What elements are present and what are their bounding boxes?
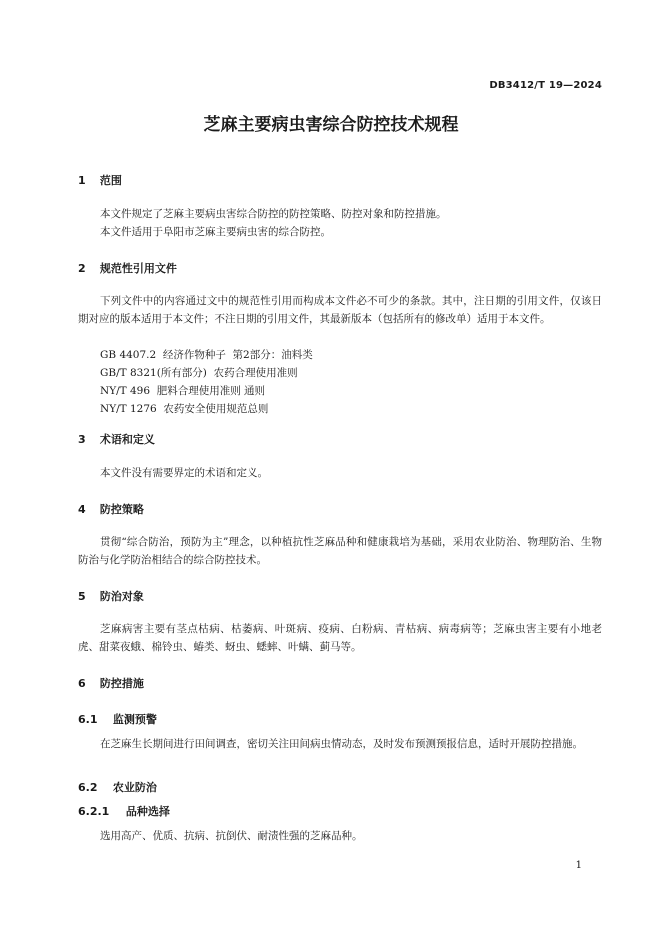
section-number: 3 — [78, 433, 86, 446]
section-6-2-1-heading — [78, 803, 170, 819]
section-title: 品种选择 — [125, 805, 170, 818]
section-number: 1 — [78, 174, 86, 187]
section-title: 监测预警 — [112, 713, 157, 726]
section-title: 规范性引用文件 — [99, 262, 177, 275]
section-title: 农业防治 — [112, 781, 157, 794]
section-6-2-1-paragraph-1: 选用高产、优质、抗病、抗倒伏、耐渍性强的芝麻品种。 — [100, 830, 363, 842]
section-1-paragraph-1: 本文件规定了芝麻主要病虫害综合防控的防控策略、防控对象和防控措施。 — [100, 208, 447, 220]
section-number: 6.1 — [78, 713, 98, 726]
reference-item: GB 4407.2 经济作物种子 第2部分：油料类 — [100, 349, 313, 361]
section-number: 5 — [78, 590, 86, 603]
section-title: 防治对象 — [99, 590, 144, 603]
section-6-1-paragraph-1: 在芝麻生长期间进行田间调查，密切关注田间病虫情动态，及时发布预测预报信息，适时开展防控措施。 — [100, 738, 583, 750]
section-6-2-heading — [78, 779, 157, 795]
section-5-paragraph-1: 芝麻病害主要有茎点枯病、枯萎病、叶斑病、疫病、白粉病、青枯病、病毒病等；芝麻虫害主要有小地老虎、甜菜夜蛾、棉铃虫、蝽类、蚜虫、蟋蟀、叶螨、蓟马等。 — [78, 623, 602, 653]
section-title: 范围 — [99, 174, 122, 187]
section-1-paragraph-2: 本文件适用于阜阳市芝麻主要病虫害的综合防控。 — [100, 226, 331, 238]
standard-code: DB3412/T 19—2024 — [489, 80, 602, 91]
section-number: 4 — [78, 503, 86, 516]
document-title: 芝麻主要病虫害综合防控技术规程 — [203, 115, 459, 135]
section-2-heading — [78, 260, 177, 276]
section-number: 6.2 — [78, 781, 98, 794]
reference-item: NY/T 496 肥料合理使用准则 通则 — [100, 385, 266, 397]
reference-item: NY/T 1276 农药安全使用规范总则 — [100, 403, 269, 415]
section-number: 6.2.1 — [78, 805, 110, 818]
section-3-heading — [78, 431, 155, 447]
section-4-paragraph-1: 贯彻“综合防治，预防为主”理念，以种植抗性芝麻品种和健康栽培为基础，采用农业防治、物理防治、生物防治与化学防治相结合的综合防控技术。 — [78, 536, 602, 566]
section-4-heading — [78, 501, 144, 517]
reference-item: GB/T 8321(所有部分) 农药合理使用准则 — [100, 367, 298, 379]
section-2-paragraph-1: 下列文件中的内容通过文中的规范性引用而构成本文件必不可少的条款。其中，注日期的引用文件，仅该日期对应的版本适用于本文件；不注日期的引用文件，其最新版本（包括所有的修改单）适用于本文件。 — [78, 295, 602, 325]
section-number: 2 — [78, 262, 86, 275]
section-3-paragraph-1: 本文件没有需要界定的术语和定义。 — [100, 467, 268, 479]
section-number: 6 — [78, 677, 86, 690]
section-title: 防控措施 — [99, 677, 144, 690]
section-title: 防控策略 — [99, 503, 144, 516]
section-6-heading — [78, 675, 144, 691]
section-5-heading — [78, 588, 144, 604]
page-number: 1 — [575, 860, 582, 871]
section-6-1-heading — [78, 711, 157, 727]
section-1-heading — [78, 172, 122, 188]
section-title: 术语和定义 — [99, 433, 155, 446]
